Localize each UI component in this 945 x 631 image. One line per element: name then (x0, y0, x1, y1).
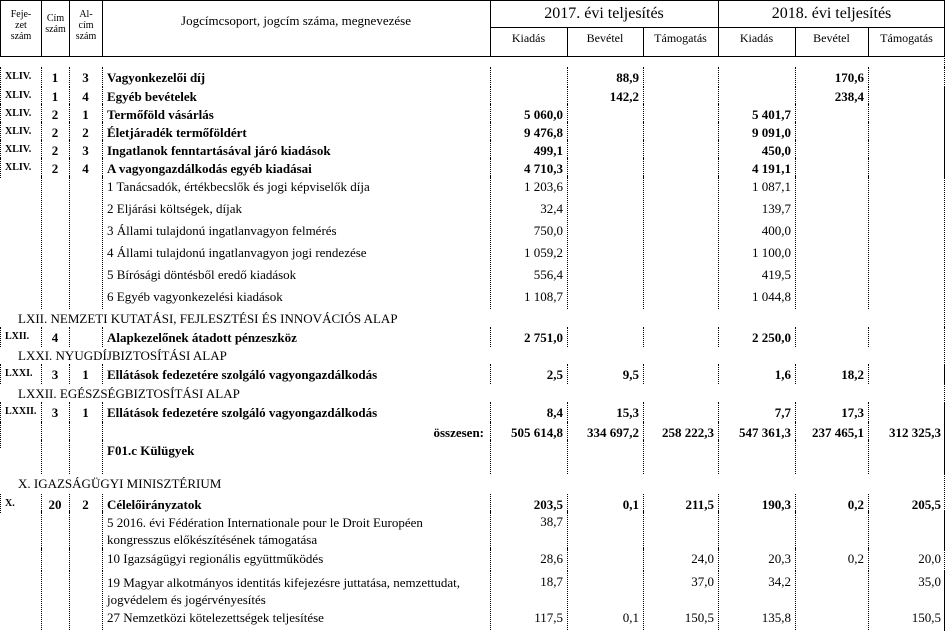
rule (868, 198, 869, 221)
header-bevetel-2017: Bevétel (586, 31, 624, 45)
value-cell-t17: 150,5 (684, 610, 714, 625)
cim-number: 2 (51, 161, 59, 176)
value-cell-k17: 8,4 (546, 405, 563, 420)
value-cell-b18: 0,2 (847, 497, 864, 512)
rule (69, 198, 70, 221)
rule (0, 422, 1, 448)
rule (567, 122, 568, 142)
row-label: 5 Bírósági döntésből eredő kiadások (107, 267, 297, 282)
rule (102, 198, 103, 221)
rule (41, 176, 42, 199)
value-cell-t17: 37,0 (691, 574, 714, 589)
cim-number: 20 (48, 497, 62, 512)
rule (102, 607, 103, 630)
row-label: Vagyonkezelői díj (107, 70, 206, 85)
rule (102, 220, 103, 243)
alcim-number: 4 (82, 89, 89, 104)
rule (490, 86, 491, 106)
value-cell-t18: 20,0 (918, 551, 941, 566)
rule (69, 511, 70, 550)
value-cell-b18: 17,3 (841, 405, 864, 420)
rule (868, 176, 869, 199)
alcim-number: 3 (82, 70, 89, 85)
value-cell-k17: 505 614,8 (511, 425, 563, 440)
row-label: Célelőirányzatok (107, 497, 202, 512)
value-cell-k18: 1,6 (774, 367, 791, 382)
rule (0, 158, 1, 178)
alcim-number: 4 (82, 161, 89, 176)
rule (643, 220, 644, 243)
value-cell-k17: 117,5 (534, 610, 563, 625)
value-cell-b18: 238,4 (834, 89, 864, 104)
value-cell-t18: 205,5 (911, 497, 941, 512)
value-cell-b17: 334 697,2 (587, 425, 639, 440)
rule (102, 176, 103, 199)
value-cell-k17: 18,7 (540, 574, 563, 589)
rule (795, 286, 796, 309)
rule (41, 264, 42, 287)
rule (643, 67, 644, 87)
rule (41, 242, 42, 265)
rule (567, 140, 568, 160)
section-heading: LXXII. EGÉSZSÉGBIZTOSÍTÁSI ALAP (18, 386, 240, 401)
rule (795, 220, 796, 243)
header-alcim: Al- cím szám (75, 9, 97, 42)
rule (567, 327, 568, 347)
value-cell-b17: 88,9 (616, 70, 639, 85)
rule (69, 264, 70, 287)
row-label: A vagyongazdálkodás egyéb kiadásai (107, 161, 312, 176)
row-label: 19 Magyar alkotmányos identitás kifejezésre juttatása, nemzettudat, jogvédelem és jogérvényesítés (107, 575, 461, 607)
section-heading: X. IGAZSÁGÜGYI MINISZTÉRIUM (18, 476, 222, 491)
fejezet-code: XLIV. (5, 144, 32, 155)
rule (868, 242, 869, 265)
row-label: Ellátások fedezetére szolgáló vagyongazdálkodás (107, 367, 378, 382)
header-kiadas-2018: Kiadás (739, 31, 774, 45)
rule (102, 364, 103, 384)
rule (643, 440, 644, 474)
row-label: Ingatlanok fenntartásával járó kiadások (107, 143, 331, 158)
rule (69, 220, 70, 243)
rule (102, 140, 103, 160)
header-year-2017: 2017. évi teljesítés (544, 5, 664, 22)
alcim-number: 2 (82, 497, 89, 512)
rule (0, 327, 1, 347)
value-cell-k17: 32,4 (540, 201, 563, 216)
value-cell-k17: 203,5 (533, 497, 563, 512)
value-cell-k17: 2,5 (546, 367, 563, 382)
rule (718, 511, 719, 550)
cim-number: 2 (51, 107, 59, 122)
value-cell-t18: 35,0 (918, 574, 941, 589)
header-kiadas-2017: Kiadás (511, 31, 546, 45)
rule (567, 176, 568, 199)
rule (643, 198, 644, 221)
rule (868, 286, 869, 309)
rule (102, 122, 103, 142)
row-label: 27 Nemzetközi kötelezettségek teljesítése (107, 610, 324, 625)
rule (41, 198, 42, 221)
rule (795, 607, 796, 630)
rule (567, 220, 568, 243)
rule (567, 264, 568, 287)
rule (41, 286, 42, 309)
rule (718, 67, 719, 87)
value-cell-k18: 34,2 (768, 574, 791, 589)
rule (69, 607, 70, 630)
rule (567, 440, 568, 474)
rule (795, 571, 796, 608)
value-cell-t18: 150,5 (911, 610, 941, 625)
rule (718, 86, 719, 106)
value-cell-k18: 20,3 (768, 551, 791, 566)
header-tamogatas-2017: Támogatás (654, 31, 707, 45)
cim-number: 2 (51, 143, 59, 158)
value-cell-b17: 15,3 (616, 405, 639, 420)
header-cim: Cím szám (45, 13, 66, 35)
rule (868, 27, 869, 56)
value-cell-k18: 419,5 (761, 267, 791, 282)
row-label: 10 Igazságügyi regionális együttműködés (107, 551, 324, 566)
value-cell-k18: 7,7 (774, 405, 791, 420)
value-cell-b18: 170,6 (834, 70, 864, 85)
rule (490, 67, 491, 87)
rule (0, 0, 1, 56)
cim-number: 4 (51, 330, 59, 345)
value-cell-k17: 4 710,3 (524, 161, 563, 176)
alcim-number: 1 (82, 107, 89, 122)
alcim-number: 3 (82, 143, 89, 158)
rule (868, 327, 869, 347)
value-cell-k17: 2 751,0 (524, 330, 563, 345)
value-cell-k18: 450,0 (761, 143, 791, 158)
rule (795, 511, 796, 550)
rule (868, 67, 869, 87)
row-label: F01.c Külügyek (107, 443, 195, 458)
value-cell-k18: 547 361,3 (739, 425, 791, 440)
rule (0, 86, 1, 106)
rule (868, 104, 869, 124)
rule (643, 364, 644, 384)
rule (643, 104, 644, 124)
rule (795, 198, 796, 221)
section-heading: LXII. NEMZETI KUTATÁSI, FEJLESZTÉSI ÉS INNOVÁCIÓS ALAP (18, 311, 398, 326)
header-fejezet: Feje- zet szám (10, 9, 32, 42)
value-cell-b18: 237 465,1 (812, 425, 864, 440)
rule (102, 67, 103, 87)
rule (795, 440, 796, 474)
rule (795, 242, 796, 265)
value-cell-b17: 0,1 (622, 497, 639, 512)
rule (0, 104, 1, 124)
rule (0, 122, 1, 142)
rule (102, 511, 103, 550)
row-label: 4 Állami tulajdonú ingatlanvagyon jogi rendezése (107, 245, 367, 260)
rule (643, 511, 644, 550)
rule (102, 158, 103, 178)
rule (102, 0, 103, 56)
rule (643, 264, 644, 287)
value-cell-k18: 139,7 (761, 201, 791, 216)
rule (795, 104, 796, 124)
row-label: Életjáradék termőföldért (107, 125, 247, 140)
rule (102, 242, 103, 265)
rule (0, 402, 1, 422)
value-cell-k17: 1 203,6 (524, 179, 563, 194)
rule (567, 198, 568, 221)
rule (795, 264, 796, 287)
rule (643, 176, 644, 199)
rule (643, 286, 644, 309)
rule (718, 0, 719, 56)
cim-number: 1 (51, 70, 59, 85)
rule (41, 607, 42, 630)
rule (567, 511, 568, 550)
value-cell-k18: 1 087,1 (752, 179, 791, 194)
alcim-number: 1 (82, 367, 89, 382)
rule (868, 364, 869, 384)
rule (102, 402, 103, 422)
rule (795, 140, 796, 160)
rule (567, 27, 568, 56)
rule (643, 122, 644, 142)
value-cell-k18: 5 401,7 (752, 107, 791, 122)
rule (41, 220, 42, 243)
value-cell-b18: 0,2 (847, 551, 864, 566)
rule (0, 140, 1, 160)
alcim-number: 1 (82, 405, 89, 420)
rule (643, 140, 644, 160)
header-tamogatas-2018: Támogatás (880, 31, 933, 45)
value-cell-k18: 4 191,1 (752, 161, 791, 176)
rule (41, 440, 42, 474)
rule (868, 158, 869, 178)
rule (102, 548, 103, 571)
rule (643, 86, 644, 106)
rule (0, 56, 945, 57)
section-heading: LXXI. NYUGDÍJBIZTOSÍTÁSI ALAP (18, 348, 227, 363)
rule (868, 511, 869, 550)
rule (643, 27, 644, 56)
value-cell-k17: 38,7 (540, 514, 563, 529)
rule (69, 242, 70, 265)
value-cell-k18: 135,8 (761, 610, 791, 625)
rule (795, 27, 796, 56)
rule (567, 286, 568, 309)
rule (643, 327, 644, 347)
value-cell-k17: 1 059,2 (524, 245, 563, 260)
rule (41, 511, 42, 550)
row-label: 6 Egyéb vagyonkezelési kiadások (107, 289, 283, 304)
rule (868, 122, 869, 142)
value-cell-k17: 5 060,0 (524, 107, 563, 122)
rule (41, 571, 42, 608)
rule (567, 571, 568, 608)
value-cell-t17: 211,5 (685, 497, 714, 512)
rule (69, 0, 70, 56)
rule (0, 494, 1, 513)
rule (102, 327, 103, 347)
row-label: 2 Eljárási költségek, díjak (107, 201, 243, 216)
rule (69, 571, 70, 608)
value-cell-b17: 9,5 (622, 367, 639, 382)
rule (643, 158, 644, 178)
rule (795, 158, 796, 178)
rule (102, 86, 103, 106)
row-label: Alapkezelőnek átadott pénzeszköz (107, 330, 297, 345)
rule (69, 286, 70, 309)
rule (795, 176, 796, 199)
cim-number: 1 (51, 89, 59, 104)
rule (69, 548, 70, 571)
row-label: 1 Tanácsadók, értékbecslők és jogi képviselők díja (107, 179, 370, 194)
value-cell-k18: 1 044,8 (752, 289, 791, 304)
value-cell-k18: 1 100,0 (752, 245, 791, 260)
rule (567, 104, 568, 124)
value-cell-k17: 556,4 (533, 267, 563, 282)
rule (490, 440, 491, 474)
value-cell-b17: 142,2 (609, 89, 639, 104)
rule (795, 122, 796, 142)
rule (718, 440, 719, 474)
value-cell-b17: 0,1 (622, 610, 639, 625)
rule (102, 440, 103, 474)
row-label: Ellátások fedezetére szolgáló vagyongazdálkodás (107, 405, 378, 420)
rule (868, 220, 869, 243)
fejezet-code: LXXI. (5, 368, 33, 379)
value-cell-k18: 9 091,0 (752, 125, 791, 140)
rule (0, 364, 1, 384)
fejezet-code: LXII. (5, 331, 30, 342)
header-bevetel-2018: Bevétel (813, 31, 850, 45)
fejezet-code: XLIV. (5, 126, 32, 137)
rule (643, 242, 644, 265)
rule (868, 86, 869, 106)
rule (102, 286, 103, 309)
row-label: Termőföld vásárlás (107, 107, 214, 122)
value-cell-k17: 9 476,8 (524, 125, 563, 140)
value-cell-k18: 2 250,0 (752, 330, 791, 345)
value-cell-k17: 750,0 (533, 223, 563, 238)
rule (69, 176, 70, 199)
rule (567, 242, 568, 265)
value-cell-k17: 1 108,7 (524, 289, 563, 304)
rule (102, 264, 103, 287)
rule (0, 0, 945, 1)
row-label: Egyéb bevételek (107, 89, 197, 104)
fejezet-code: XLIV. (5, 162, 32, 173)
cim-number: 3 (51, 367, 59, 382)
header-year-2018: 2018. évi teljesítés (771, 5, 892, 22)
fejezet-code: XLIV. (5, 90, 32, 101)
value-cell-t17: 24,0 (691, 551, 714, 566)
rule (868, 140, 869, 160)
cim-number: 3 (51, 405, 59, 420)
rule (643, 402, 644, 422)
rule (69, 440, 70, 474)
rule (567, 548, 568, 571)
alcim-number: 2 (82, 125, 89, 140)
rule (0, 67, 1, 87)
rule (490, 0, 491, 56)
rule (567, 158, 568, 178)
fejezet-code: LXXII. (5, 406, 37, 417)
fejezet-code: XLIV. (5, 108, 32, 119)
value-cell-b18: 18,2 (841, 367, 864, 382)
rule (795, 327, 796, 347)
value-cell-k17: 28,6 (540, 551, 563, 566)
rule (868, 402, 869, 422)
rule (868, 440, 869, 474)
row-label: 3 Állami tulajdonú ingatlanvagyon felmérés (107, 223, 337, 238)
total-label: összesen: (433, 425, 484, 440)
rule (868, 264, 869, 287)
fejezet-code: X. (5, 498, 15, 509)
value-cell-k17: 499,1 (533, 143, 563, 158)
value-cell-t17: 258 222,3 (662, 425, 714, 440)
cim-number: 2 (51, 125, 59, 140)
row-label: 5 2016. évi Fédération Internationale pour le Droit Européen kongresszus előkészítésének támogatása (107, 515, 423, 547)
value-cell-k18: 400,0 (761, 223, 791, 238)
fejezet-code: XLIV. (5, 71, 32, 82)
value-cell-k18: 190,3 (761, 497, 791, 512)
rule (41, 548, 42, 571)
rule (102, 104, 103, 124)
value-cell-t18: 312 325,3 (889, 425, 941, 440)
rule (69, 327, 70, 347)
header-title: Jogcímcsoport, jogcím száma, megnevezése (181, 13, 411, 28)
rule (102, 571, 103, 608)
rule (41, 0, 42, 56)
